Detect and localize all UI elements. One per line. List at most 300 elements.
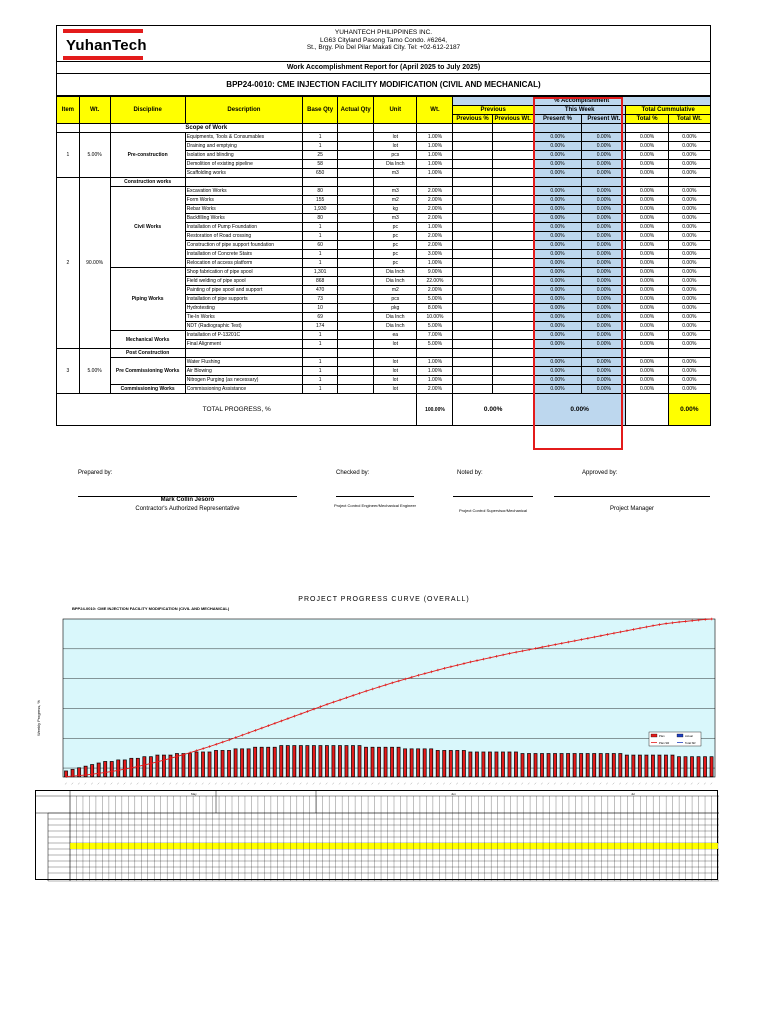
weight-cell: 5.00%: [417, 295, 453, 304]
x-tick: —: [572, 781, 577, 786]
blank-cell: [453, 124, 492, 133]
col-prev-wt: Previous Wt.: [492, 115, 533, 124]
present-wt-cell: 0.00%: [582, 286, 626, 295]
description-cell: Construction of pipe support foundation: [185, 241, 302, 250]
post-construction-label: Post Construction: [110, 349, 185, 358]
actual-qty-cell: [338, 160, 374, 169]
present-pct-cell: 0.00%: [533, 223, 581, 232]
plan-bar-fill: [117, 760, 119, 776]
prev-pct-cell: [453, 169, 492, 178]
total-pct-cell: 0.00%: [626, 196, 668, 205]
plan-bar-fill: [228, 751, 230, 777]
plan-bar-fill: [410, 749, 412, 776]
total-wt-cell: 0.00%: [668, 340, 710, 349]
discipline-cell: Civil Works: [110, 187, 185, 268]
table-row: [57, 331, 711, 340]
x-tick: —: [116, 781, 121, 786]
unit-cell: Dia Inch: [374, 322, 417, 331]
blank-cell: [453, 349, 492, 358]
plan-bar-fill: [691, 757, 693, 776]
prev-wt-cell: [492, 250, 533, 259]
blank-cell: [338, 349, 374, 358]
total-pct-cell: 0.00%: [626, 160, 668, 169]
base-qty-cell: 868: [303, 277, 338, 286]
blank-cell: [492, 349, 533, 358]
unit-cell: lot: [374, 385, 417, 394]
weight-cell: 1.00%: [417, 358, 453, 367]
actual-qty-cell: [338, 385, 374, 394]
x-tick: —: [442, 781, 447, 786]
x-tick: —: [174, 781, 179, 786]
base-qty-cell: 1: [303, 376, 338, 385]
scope-of-work-label: Scope of Work: [110, 124, 303, 133]
col-discipline: Discipline: [110, 97, 185, 124]
col-base-qty: Base Qty: [303, 97, 338, 124]
prev-pct-cell: [453, 304, 492, 313]
x-tick: —: [487, 781, 492, 786]
present-pct-cell: 0.00%: [533, 169, 581, 178]
present-wt-cell: 0.00%: [582, 385, 626, 394]
blank-cell: [626, 178, 668, 187]
present-wt-cell: 0.00%: [582, 223, 626, 232]
plan-bar-fill: [378, 748, 380, 777]
plan-bar-fill: [241, 749, 243, 776]
prev-pct-cell: [453, 385, 492, 394]
x-tick: —: [605, 781, 610, 786]
item-number: 1: [57, 133, 80, 178]
x-tick: —: [396, 781, 401, 786]
present-wt-cell: 0.00%: [582, 205, 626, 214]
base-qty-cell: 1: [303, 340, 338, 349]
blank-cell: [374, 349, 417, 358]
prev-pct-cell: [453, 250, 492, 259]
present-wt-cell: 0.00%: [582, 313, 626, 322]
prev-wt-cell: [492, 322, 533, 331]
prev-pct-cell: [453, 160, 492, 169]
blank-cell: [533, 124, 581, 133]
total-pct-cell: 0.00%: [626, 295, 668, 304]
col-total-pct: Total %: [626, 115, 668, 124]
total-wt-cell: 0.00%: [668, 169, 710, 178]
plan-bar-fill: [202, 752, 204, 776]
present-pct-cell: 0.00%: [533, 241, 581, 250]
approved-by-label: Approved by:: [582, 470, 618, 476]
x-tick: —: [259, 781, 264, 786]
actual-qty-cell: [338, 214, 374, 223]
plan-bar-fill: [430, 749, 432, 776]
prev-wt-cell: [492, 169, 533, 178]
plan-bar-fill: [684, 757, 686, 776]
plan-bar-fill: [580, 754, 582, 777]
actual-qty-cell: [338, 241, 374, 250]
x-tick: —: [552, 781, 557, 786]
total-wt-cell: 0.00%: [668, 331, 710, 340]
x-tick: —: [109, 781, 114, 786]
plan-bar-fill: [456, 751, 458, 777]
total-pct-cell: 0.00%: [626, 277, 668, 286]
total-pct-cell: 0.00%: [626, 214, 668, 223]
actual-qty-cell: [338, 142, 374, 151]
x-tick: —: [370, 781, 375, 786]
unit-cell: ea: [374, 331, 417, 340]
x-tick: —: [337, 781, 342, 786]
weight-cell: 2.00%: [417, 385, 453, 394]
total-wt-cell: 0.00%: [668, 187, 710, 196]
description-cell: NDT (Radiographic Test): [185, 322, 302, 331]
base-qty-cell: 73: [303, 295, 338, 304]
unit-cell: pc: [374, 223, 417, 232]
plan-bar-fill: [704, 757, 706, 776]
description-cell: Shop fabrication of pipe spool: [185, 268, 302, 277]
plan-bar-fill: [417, 749, 419, 776]
company-logo: YuhanTech: [63, 29, 143, 60]
weight-cell: 2.00%: [417, 187, 453, 196]
x-tick: —: [592, 781, 596, 786]
blank-cell: [626, 394, 668, 426]
base-qty-cell: 25: [303, 151, 338, 160]
legend-label: Plan: [659, 734, 665, 738]
col-wt: Wt.: [79, 97, 110, 124]
col-present-wt: Present Wt.: [582, 115, 626, 124]
unit-cell: m3: [374, 187, 417, 196]
x-tick: —: [409, 781, 414, 786]
actual-qty-cell: [338, 250, 374, 259]
base-qty-cell: 80: [303, 214, 338, 223]
base-qty-cell: 1: [303, 142, 338, 151]
legend-label: Total SR: [685, 741, 696, 745]
actual-qty-cell: [338, 358, 374, 367]
present-wt-cell: 0.00%: [582, 133, 626, 142]
blank-cell: [582, 349, 626, 358]
blank-cell: [668, 349, 710, 358]
prev-wt-cell: [492, 241, 533, 250]
x-tick: —: [194, 781, 199, 786]
actual-qty-cell: [338, 340, 374, 349]
total-weight: 100.00%: [417, 394, 453, 426]
x-tick: —: [181, 781, 186, 786]
x-tick: —: [168, 781, 173, 786]
present-pct-cell: 0.00%: [533, 331, 581, 340]
plan-bar-fill: [234, 749, 236, 776]
x-tick: —: [422, 781, 427, 786]
prev-wt-cell: [492, 367, 533, 376]
plan-bar-fill: [287, 746, 289, 776]
x-tick: —: [103, 781, 107, 786]
prepared-by-role: Contractor's Authorized Representative: [135, 506, 240, 512]
present-pct-cell: 0.00%: [533, 376, 581, 385]
total-pct-cell: 0.00%: [626, 268, 668, 277]
table-row: [57, 133, 711, 142]
x-tick: —: [403, 781, 407, 786]
base-qty-cell: 1: [303, 133, 338, 142]
x-tick: —: [305, 781, 310, 786]
x-tick: —: [631, 781, 636, 786]
weight-cell: 1.00%: [417, 259, 453, 268]
plan-bar-fill: [665, 755, 667, 776]
plan-bar-fill: [697, 757, 699, 776]
present-pct-cell: 0.00%: [533, 322, 581, 331]
plan-bar-fill: [593, 754, 595, 777]
blank-cell: [453, 178, 492, 187]
actual-qty-cell: [338, 367, 374, 376]
project-title: BPP24-0010: CME INJECTION FACILITY MODIFICATION (CIVIL AND MECHANICAL): [56, 74, 711, 96]
base-qty-cell: 1,930: [303, 205, 338, 214]
legend-swatch: [677, 734, 683, 737]
plan-bar-fill: [639, 755, 641, 776]
base-qty-cell: 470: [303, 286, 338, 295]
plan-bar-fill: [495, 752, 497, 776]
x-tick: —: [657, 781, 662, 786]
total-pct-cell: 0.00%: [626, 358, 668, 367]
blank-cell: [582, 178, 626, 187]
description-cell: Installation of Pump Foundation: [185, 223, 302, 232]
description-cell: Tie-In Works: [185, 313, 302, 322]
checked-by-role: Project Control Engineer/Mechanical Engineer: [333, 503, 417, 508]
x-tick: —: [70, 781, 75, 786]
present-pct-cell: 0.00%: [533, 385, 581, 394]
total-pct-cell: 0.00%: [626, 232, 668, 241]
total-pct-cell: 0.00%: [626, 385, 668, 394]
prev-pct-cell: [453, 340, 492, 349]
plan-bar-fill: [208, 752, 210, 776]
col-unit: Unit: [374, 97, 417, 124]
chart-title: PROJECT PROGRESS CURVE (OVERALL): [298, 596, 470, 603]
weight-cell: 1.00%: [417, 367, 453, 376]
total-wt-cell: 0.00%: [668, 241, 710, 250]
x-tick: —: [63, 781, 68, 786]
description-cell: Draining and emptying: [185, 142, 302, 151]
x-tick: —: [637, 781, 642, 786]
plan-bar-fill: [528, 754, 530, 777]
company-info: [57, 29, 710, 52]
legend-label: Actual: [685, 734, 693, 738]
present-wt-cell: 0.00%: [582, 160, 626, 169]
x-tick: —: [526, 781, 531, 786]
company-address-2: St., Brgy. Pio Del Pilar Makati City. Tel: +02-612-2187: [306, 44, 461, 51]
weight-cell: 1.00%: [417, 133, 453, 142]
description-cell: Restoration of Road crossing: [185, 232, 302, 241]
description-cell: Scaffolding works: [185, 169, 302, 178]
total-pct-cell: 0.00%: [626, 151, 668, 160]
present-pct-cell: 0.00%: [533, 295, 581, 304]
col-total-cumulative: Total Cummulative: [626, 106, 711, 115]
total-pct-cell: 0.00%: [626, 250, 668, 259]
prev-pct-cell: [453, 322, 492, 331]
blank-cell: [582, 124, 626, 133]
base-qty-cell: 60: [303, 241, 338, 250]
x-tick: —: [494, 781, 499, 786]
plan-bar-fill: [658, 755, 660, 776]
description-cell: Installation of pipe supports: [185, 295, 302, 304]
unit-cell: Dia Inch: [374, 160, 417, 169]
plan-bar-fill: [567, 754, 569, 777]
prev-wt-cell: [492, 223, 533, 232]
description-cell: Rebar Works: [185, 205, 302, 214]
present-wt-cell: 0.00%: [582, 232, 626, 241]
unit-cell: Dia Inch: [374, 313, 417, 322]
x-tick: —: [644, 781, 649, 786]
plan-bar-fill: [404, 749, 406, 776]
x-tick: —: [142, 781, 147, 786]
present-wt-cell: 0.00%: [582, 214, 626, 223]
x-tick: —: [566, 781, 570, 786]
blank-cell: [374, 124, 417, 133]
blank-cell: [417, 124, 453, 133]
item-weight: 5.00%: [79, 133, 110, 178]
accomplishment-table: [56, 96, 711, 426]
total-wt-cell: 0.00%: [668, 367, 710, 376]
prev-pct-cell: [453, 268, 492, 277]
description-cell: Relocation of access platform: [185, 259, 302, 268]
weight-cell: 10.00%: [417, 313, 453, 322]
plan-bar-fill: [332, 746, 334, 776]
description-cell: Installation of P-13201C: [185, 331, 302, 340]
x-tick: —: [670, 781, 675, 786]
present-pct-cell: 0.00%: [533, 250, 581, 259]
x-tick: —: [207, 781, 212, 786]
present-wt-cell: 0.00%: [582, 304, 626, 313]
col-total-wt: Total Wt.: [668, 115, 710, 124]
weight-cell: 1.00%: [417, 151, 453, 160]
plan-bar-fill: [345, 746, 347, 776]
plan-bar-fill: [587, 754, 589, 777]
plan-bar-fill: [476, 752, 478, 776]
unit-cell: pcs: [374, 151, 417, 160]
plan-bar-fill: [541, 754, 543, 777]
x-tick: —: [546, 781, 551, 786]
col-description: Description: [185, 97, 302, 124]
x-tick: —: [220, 781, 225, 786]
schedule-grid-svg: [36, 791, 719, 881]
total-wt-cell: 0.00%: [668, 223, 710, 232]
present-pct-cell: 0.00%: [533, 160, 581, 169]
prev-wt-cell: [492, 196, 533, 205]
unit-cell: pc: [374, 259, 417, 268]
item-weight: 5.00%: [79, 349, 110, 394]
weight-cell: 5.00%: [417, 322, 453, 331]
unit-cell: lot: [374, 142, 417, 151]
total-present: 0.00%: [533, 394, 626, 426]
plan-bar-fill: [437, 751, 439, 777]
plan-bar-fill: [150, 757, 152, 776]
blank-cell: [79, 124, 110, 133]
total-wt-cell: 0.00%: [668, 196, 710, 205]
x-tick: —: [585, 781, 590, 786]
base-qty-cell: 1: [303, 385, 338, 394]
blank-cell: [303, 124, 338, 133]
base-qty-cell: 58: [303, 160, 338, 169]
plan-bar-fill: [371, 748, 373, 777]
prev-wt-cell: [492, 142, 533, 151]
x-tick: —: [676, 781, 681, 786]
prev-pct-cell: [453, 367, 492, 376]
actual-qty-cell: [338, 295, 374, 304]
table-row: [57, 187, 711, 196]
report-title: Work Accomplishment Report for (April 2025 to July 2025): [56, 62, 711, 74]
actual-qty-cell: [338, 223, 374, 232]
x-tick: —: [344, 781, 349, 786]
weight-cell: 7.00%: [417, 331, 453, 340]
unit-cell: lot: [374, 367, 417, 376]
present-wt-cell: 0.00%: [582, 259, 626, 268]
x-tick: —: [416, 781, 420, 786]
table-row: [57, 268, 711, 277]
plan-bar-fill: [678, 757, 680, 776]
description-cell: Water Flushing: [185, 358, 302, 367]
x-tick: —: [455, 781, 460, 786]
total-pct-cell: 0.00%: [626, 241, 668, 250]
prepared-by-name: Mark Collin Jesoro: [160, 497, 215, 503]
x-tick: —: [624, 781, 629, 786]
plan-bar-fill: [534, 754, 536, 777]
description-cell: Excavation Works: [185, 187, 302, 196]
x-tick: —: [155, 781, 160, 786]
item-number: 3: [57, 349, 80, 394]
plot-area: [63, 619, 715, 777]
total-pct-cell: 0.00%: [626, 313, 668, 322]
present-wt-cell: 0.00%: [582, 187, 626, 196]
total-wt-cell: 0.00%: [668, 268, 710, 277]
present-wt-cell: 0.00%: [582, 142, 626, 151]
base-qty-cell: 174: [303, 322, 338, 331]
plan-bar-fill: [632, 755, 634, 776]
x-tick: —: [285, 781, 290, 786]
total-wt-cell: 0.00%: [668, 286, 710, 295]
col-wt2: Wt.: [417, 97, 453, 124]
table-body: [57, 124, 711, 426]
description-cell: Equipments, Tools & Consumables: [185, 133, 302, 142]
plan-bar-fill: [613, 754, 615, 777]
present-pct-cell: 0.00%: [533, 151, 581, 160]
blank-cell: [185, 349, 302, 358]
x-tick: —: [161, 781, 166, 786]
description-cell: Commissioning Assistance: [185, 385, 302, 394]
prev-pct-cell: [453, 205, 492, 214]
prev-pct-cell: [453, 151, 492, 160]
discipline-cell: Pre Commissioning Works: [110, 358, 185, 385]
weight-cell: 1.00%: [417, 160, 453, 169]
plan-bar-fill: [384, 748, 386, 777]
total-cumulative: 0.00%: [668, 394, 710, 426]
col-accomplishment: % Accomplishment: [453, 97, 711, 106]
x-tick: —: [292, 781, 297, 786]
blank-cell: [417, 178, 453, 187]
plan-bar-fill: [306, 746, 308, 776]
section-row: [57, 349, 711, 358]
total-wt-cell: 0.00%: [668, 304, 710, 313]
x-tick: —: [240, 781, 244, 786]
x-tick: —: [689, 781, 694, 786]
total-wt-cell: 0.00%: [668, 205, 710, 214]
x-tick: —: [96, 781, 101, 786]
plan-bar-fill: [560, 754, 562, 777]
blank-cell: [626, 124, 668, 133]
x-tick: —: [461, 781, 466, 786]
weight-cell: 1.00%: [417, 142, 453, 151]
total-pct-cell: 0.00%: [626, 169, 668, 178]
present-wt-cell: 0.00%: [582, 196, 626, 205]
col-this-week: This Week: [533, 106, 626, 115]
prev-pct-cell: [453, 232, 492, 241]
col-prev-pct: Previous %: [453, 115, 492, 124]
discipline-cell: Mechanical Works: [110, 331, 185, 349]
plan-bar-fill: [215, 751, 217, 777]
plan-bar-fill: [352, 746, 354, 776]
progress-curve-chart: [36, 614, 720, 786]
noted-by-label: Noted by:: [457, 470, 483, 476]
x-tick: —: [83, 781, 88, 786]
x-tick: —: [253, 781, 257, 786]
